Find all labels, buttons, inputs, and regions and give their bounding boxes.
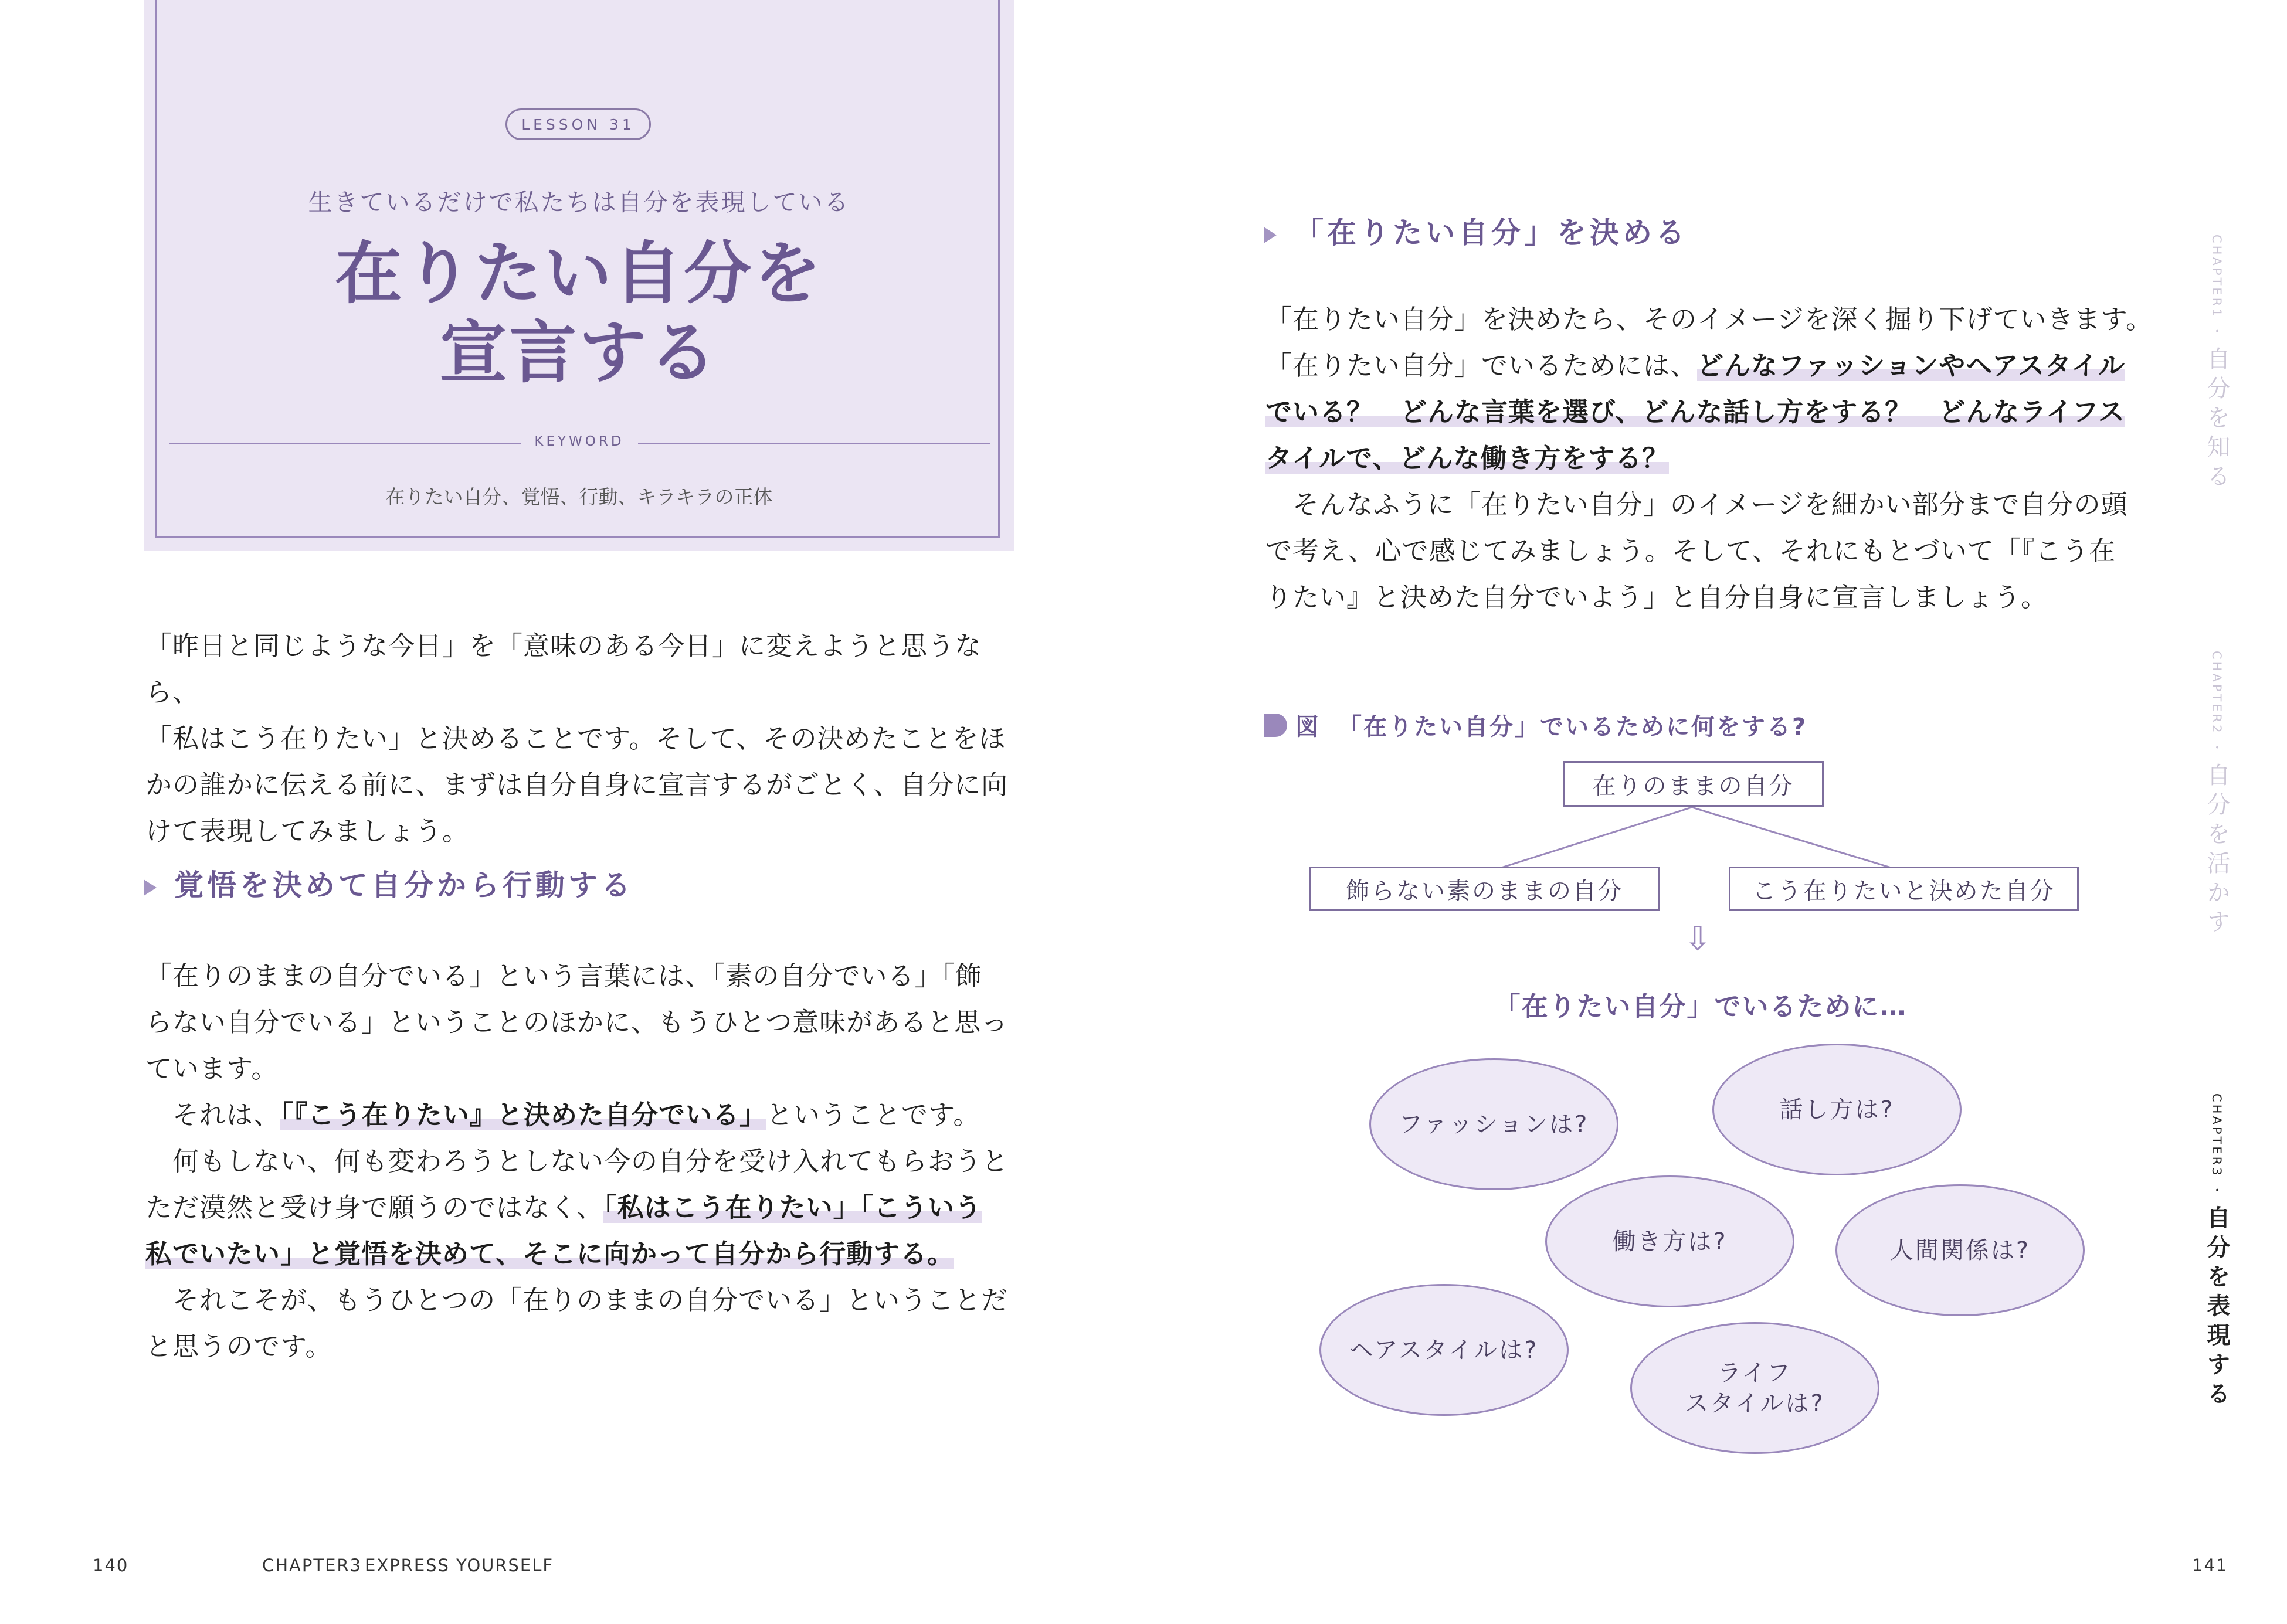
- chapter-tab-1[interactable]: [2200, 235, 2234, 493]
- title-line-1: 在りたい自分を: [334, 235, 823, 313]
- oval-lifestyle: [1630, 1322, 1879, 1454]
- chapter-tab-cap: CHAPTER1 ・: [2210, 235, 2224, 340]
- connector-left: [1501, 807, 1692, 868]
- body-line: [145, 1184, 1025, 1231]
- body-line: で考え、心で感じてみましょう。そして、それにもとづいて「『こう在: [1265, 535, 2116, 566]
- chapter-tab-cap: CHAPTER3 ・: [2210, 1093, 2224, 1199]
- body-line: [145, 1231, 1025, 1277]
- chapter-tab-2[interactable]: [2200, 651, 2234, 939]
- section1-paragraph: [145, 953, 1025, 1370]
- body-line: と思うのです。: [145, 1331, 332, 1362]
- title-line-2: 宣言する: [439, 314, 719, 392]
- oval-relations: 人間関係は?: [1835, 1184, 2085, 1316]
- chapter-tab-label: 自分を表現する: [2203, 1205, 2230, 1411]
- connector-right: [1692, 807, 1891, 868]
- section-heading-2: [1264, 209, 1688, 252]
- highlighted-text: 「私はこう在りたい」「こういう: [603, 1192, 982, 1223]
- triangle-bullet-icon: [1264, 227, 1277, 243]
- oval-fashion: ファッションは?: [1369, 1058, 1618, 1190]
- body-line: [1265, 389, 2169, 435]
- chapter-tab-3[interactable]: [2200, 1093, 2234, 1411]
- body-line: それこそが、もうひとつの「在りのままの自分でいる」ということだ: [145, 1285, 1009, 1316]
- lesson-title: [144, 235, 1014, 393]
- figure-marker-icon: [1264, 714, 1287, 737]
- section-heading-1: [144, 862, 634, 904]
- body-line: ています。: [145, 1053, 279, 1084]
- down-arrow-icon: ⇩: [1684, 920, 1712, 958]
- oval-speech: 話し方は?: [1712, 1044, 1962, 1175]
- body-line: [1265, 342, 2169, 389]
- diagram-left-box: 飾らない素のままの自分: [1309, 867, 1660, 911]
- body-text: ということです。: [766, 1099, 980, 1130]
- oval-lifestyle-line1: ライフ: [1718, 1359, 1792, 1387]
- keyword-label: KEYWORD: [534, 434, 625, 449]
- intro-line: 「私はこう在りたい」と決めることです。そして、その決めたことをほ: [145, 723, 1006, 754]
- intro-paragraph: [145, 623, 1025, 854]
- diagram-top-box: 在りのままの自分: [1563, 761, 1824, 807]
- body-text: それは、: [145, 1099, 281, 1130]
- triangle-bullet-icon: [144, 879, 157, 896]
- figure-title: 「在りたい自分」でいるために何をする?: [1338, 714, 1808, 740]
- highlighted-text: 「『こう在りたい』と決めた自分でいる」: [280, 1099, 767, 1130]
- chapter-tab-label: 自分を活かす: [2203, 763, 2230, 939]
- body-line: [1265, 435, 2169, 481]
- body-line: 何もしない、何も変わろうとしない今の自分を受け入れてもらおうと: [145, 1146, 1009, 1177]
- highlighted-text: でいる？ どんな言葉を選び、どんな話し方をする？ どんなライフス: [1265, 396, 2125, 427]
- page-number-right: 141: [2192, 1555, 2228, 1575]
- body-line: 「在りたい自分」を決めたら、そのイメージを深く掘り下げていきます。: [1265, 304, 2153, 335]
- lesson-lead: 生きているだけで私たちは自分を表現している: [308, 188, 850, 216]
- oval-work: 働き方は?: [1545, 1175, 1794, 1307]
- chapter-tab-cap: CHAPTER2 ・: [2210, 651, 2224, 756]
- keyword-list: 在りたい自分、覚悟、行動、キラキラの正体: [385, 485, 773, 508]
- keyword-rule-right: [638, 443, 990, 444]
- body-line: りたい』と決めた自分でいよう」と自分自身に宣言しましょう。: [1265, 582, 2048, 613]
- section2-paragraph: [1265, 296, 2169, 620]
- lesson-badge: LESSON 31: [505, 108, 651, 140]
- section-heading-1-text: 覚悟を決めて自分から行動する: [174, 868, 634, 902]
- highlighted-text: タイルで、どんな働き方をする？: [1265, 443, 1670, 474]
- page-number-left: 140: [93, 1555, 129, 1575]
- chapter-tab-label: 自分を知る: [2203, 346, 2230, 494]
- figure-heading: [1264, 708, 1807, 742]
- body-text: ただ漠然と受け身で願うのではなく、: [145, 1192, 604, 1223]
- oval-hair: ヘアスタイルは?: [1319, 1284, 1569, 1416]
- diagram-right-box: こう在りたいと決めた自分: [1729, 867, 2079, 911]
- intro-line: かの誰かに伝える前に、まずは自分自身に宣言するがごとく、自分に向: [145, 769, 1009, 800]
- body-line: 「在りのままの自分でいる」という言葉には、「素の自分でいる」「飾: [145, 960, 983, 991]
- body-line: [145, 1092, 1025, 1138]
- body-line: らない自分でいる」ということのほかに、もうひとつ意味があると思っ: [145, 1007, 1009, 1038]
- highlighted-text: どんなファッションやヘアスタイル: [1697, 350, 2126, 381]
- intro-line: 「昨日と同じような今日」を「意味のある今日」に変えようと思うなら、: [145, 630, 982, 708]
- figure-label: 図: [1295, 714, 1321, 740]
- footer-chapter: CHAPTER3: [262, 1555, 362, 1575]
- body-line: そんなふうに「在りたい自分」のイメージを細かい部分まで自分の頭: [1265, 489, 2128, 520]
- section-heading-2-text: 「在りたい自分」を決める: [1294, 216, 1688, 250]
- highlighted-text: 私でいたい」と覚悟を決めて、そこに向かって自分から行動する。: [145, 1238, 955, 1269]
- keyword-rule-left: [169, 443, 521, 444]
- oval-lifestyle-line2: スタイルは?: [1685, 1389, 1825, 1417]
- diagram-subheading: 「在りたい自分」でいるために…: [1494, 991, 1908, 1022]
- footer-title: EXPRESS YOURSELF: [365, 1555, 554, 1575]
- intro-line: けて表現してみましょう。: [145, 816, 470, 847]
- body-text: 「在りたい自分」でいるためには、: [1265, 350, 1698, 381]
